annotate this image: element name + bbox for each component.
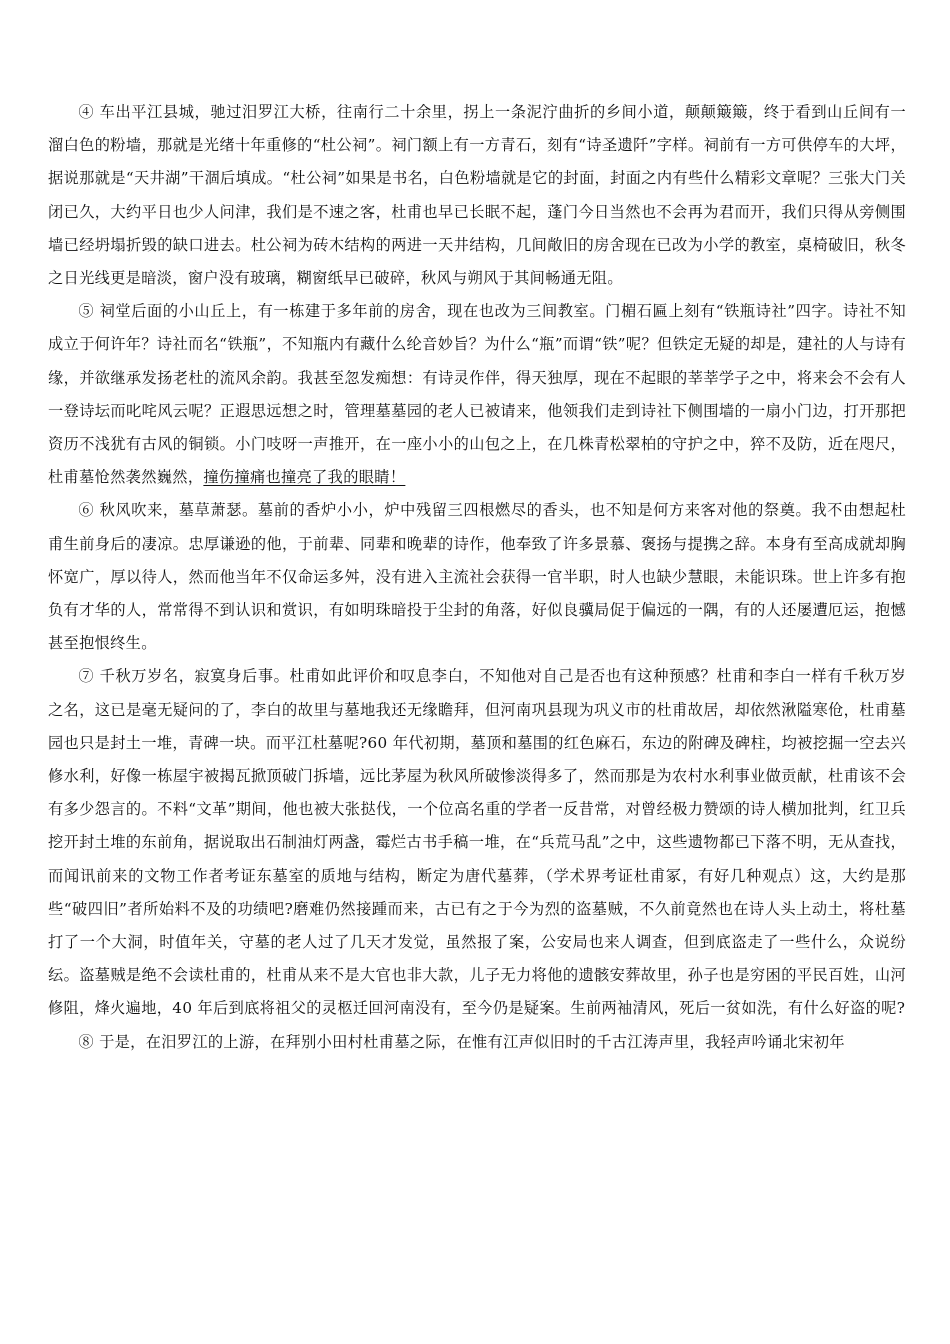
paragraph-6-text: ⑥ 秋风吹来，墓草萧瑟。墓前的香炉小小，炉中残留三四根燃尽的香头，也不知是何方来客对他的祭奠。我不由想起杜甫生前身后的凄凉。忠厚谦逊的他，于前辈、同辈和晚辈的诗作，他奉致了许多景慕、褒扬与提携之辞。本身有至高成就却胸怀宽广，厚以待人，然而他当年不仅命运多舛，没有进入主流社会获得一官半职，时人也缺少慧眼，未能识珠。世上许多有抱负有才华的人，常常得不到认识和赏识，有如明珠暗投于尘封的角落，好似良骥局促于偏远的一隅，有的人还屡遭厄运，抱憾甚至抱恨终生。 xyxy=(48,501,906,653)
paragraph-8-text: ⑧ 于是，在汨罗江的上游，在拜别小田村杜甫墓之际，在惟有江声似旧时的千古江涛声里，我轻声吟诵北宋初年 xyxy=(78,1032,845,1051)
paragraph-5-text: ⑤ 祠堂后面的小山丘上，有一栋建于多年前的房舍，现在也改为三间教室。门楣石匾上刻有“铁瓶诗社”四字。诗社不知成立于何许年？诗社而名“铁瓶”，不知瓶内有藏什么纶音妙旨？为什么“瓶”而谓“铁”呢？但铁定无疑的却是，建社的人与诗有缘，并欲继承发扬老杜的流风余韵。我甚至忽发痴想：有诗灵作伴，得天独厚，现在不起眼的莘莘学子之中，将来会不会有人一登诗坛而叱咤风云呢？正遐思远想之时，管理墓墓园的老人已被请来，他领我们走到诗社下侧围墙的一扇小门边，打开那把资历不浅犹有古风的铜锁。小门吱呀一声推开，在一座小小的山包之上，在几株青松翠柏的守护之中，猝不及防，近在咫尺，杜甫墓怆然袭然巍然， xyxy=(48,302,906,487)
paragraph-8 xyxy=(48,1026,906,1059)
paragraph-4 xyxy=(48,96,906,295)
paragraph-4-text: ④ 车出平江县城，驰过汨罗江大桥，往南行二十余里，拐上一条泥泞曲折的乡间小道，颠颠簸簸，终于看到山丘间有一溜白色的粉墙，那就是光绪十年重修的“杜公祠”。祠门额上有一方青石，刻有“诗圣遗阡”字样。祠前有一方可供停车的大坪，据说那就是“天井湖”干涸后填成。“杜公祠”如果是书名，白色粉墙就是它的封面，封面之内有些什么精彩文章呢？三张大门关闭已久，大约平日也少人问津，我们是不速之客，杜甫也早已长眠不起，蓬门今日当然也不会再为君而开，我们只得从旁侧围墙已经坍塌折毁的缺口进去。杜公祠为砖木结构的两进一天井结构，几间敞旧的房舍现在已改为小学的教室，桌椅破旧，秋冬之日光线更是暗淡，窗户没有玻璃，糊窗纸早已破碎，秋风与朔风于其间畅通无阻。 xyxy=(48,103,906,288)
paragraph-5 xyxy=(48,295,906,494)
paragraph-7-text: ⑦ 千秋万岁名，寂寞身后事。杜甫如此评价和叹息李白，不知他对自己是否也有这种预感？杜甫和李白一样有千秋万岁之名，这已是毫无疑问的了，李白的故里与墓地我还无缘瞻拜，但河南巩县现为巩义市的杜甫故居，却依然湫隘寒伧，杜甫墓园也只是封土一堆，青碑一块。而平江杜墓呢?60 年代初期，墓顶和墓围的红色麻石，东边的附碑及碑柱，均被挖掘一空去兴修水利，好像一栋屋宇被揭瓦掀顶破门拆墙，远比茅屋为秋风所破惨淡得多了，然而那是为农村水利事业做贡献，杜甫该不会有多少怨言的。不料“文革”期间，他也被大张挞伐，一个位高名重的学者一反昔常，对曾经极力赞颂的诗人横加批判，红卫兵挖开封土堆的东前角，据说取出石制油灯两盏，霉烂古书手稿一堆，在“兵荒马乱”之中，这些遗物都已下落不明，无从查找，而闻讯前来的文物工作者考证东墓室的质地与结构，断定为唐代墓葬，（学术界考证杜甫冢，有好几种观点）这，大约是那些“破四旧”者所始料不及的功绩吧?磨难仍然接踵而来，古已有之于今为烈的盗墓贼，不久前竟然也在诗人头上动土，将杜墓打了一个大洞，时值年关，守墓的老人过了几天才发觉，虽然报了案，公安局也来人调查，但到底盗走了一些什么，众说纷纭。盗墓贼是绝不会读杜甫的，杜甫从来不是大官也非大款，儿子无力将他的遗骸安葬故里，孙子也是穷困的平民百姓，山河修阻，烽火遍地，40 年后到底将祖父的灵柩迁回河南没有，至今仍是疑案。生前两袖清风，死后一贫如洗，有什么好盗的呢? xyxy=(48,667,906,1018)
article-body xyxy=(48,96,906,1059)
paragraph-6 xyxy=(48,494,906,660)
paragraph-5-underlined-sentence: 撞伤撞痛也撞亮了我的眼睛！ xyxy=(203,468,406,487)
paragraph-7 xyxy=(48,660,906,1025)
